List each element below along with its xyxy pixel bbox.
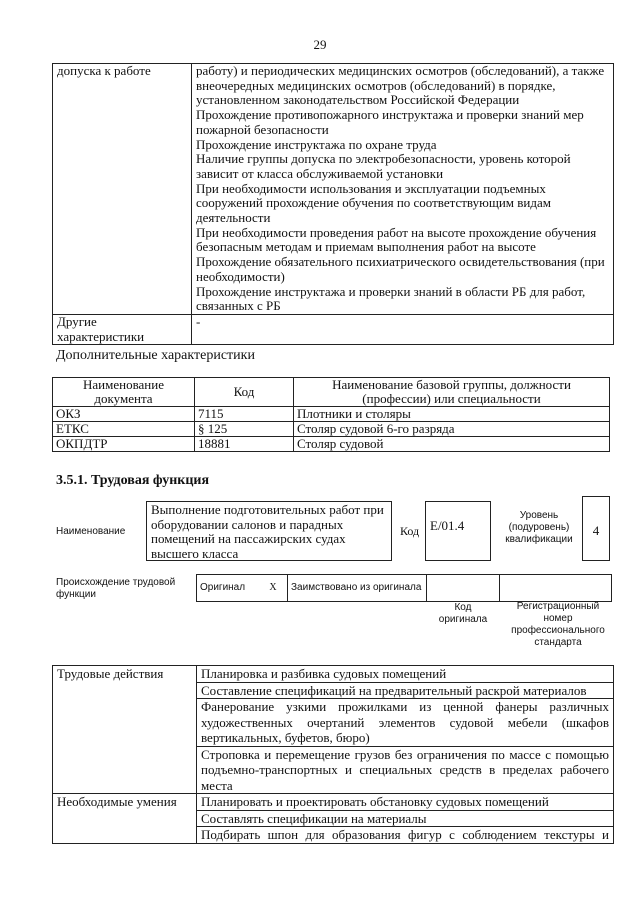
table-cell: 7115 [195, 407, 294, 422]
requirements-table [52, 63, 614, 345]
level-box: 4 [582, 496, 610, 561]
name-label: Наименование [56, 526, 126, 537]
table-cell: Столяр судовой 6-го разряда [294, 422, 610, 437]
table-row [53, 666, 614, 683]
function-code-box: E/01.4 [425, 501, 491, 561]
table-header-row [53, 378, 610, 407]
table-cell: Столяр судовой [294, 437, 610, 452]
table-cell: ОКЗ [53, 407, 195, 422]
row-value [192, 64, 614, 315]
table-row [53, 437, 610, 452]
additional-heading: Дополнительные характеристики [56, 348, 255, 363]
skill-item: Составлять спецификации на материалы [197, 810, 614, 827]
skill-item: Подбирать шпон для образования фигур с соблюдением текстуры и [197, 827, 614, 844]
table-cell: ЕТКС [53, 422, 195, 437]
requirement-item: работу) и периодических медицинских осмотров (обследований), а также внеочередных медицинских осмотров (обследований) в порядке, установленном законодательством Российской Федерации [196, 63, 605, 108]
labor-table [52, 665, 614, 844]
code-label: Код [400, 524, 420, 538]
reg-number-cell [500, 575, 612, 602]
requirement-item: Прохождение инструктажа по охране труда [196, 136, 437, 152]
table-row [197, 575, 612, 602]
requirement-item: Прохождение инструктажа и проверки знаний в области РБ для работ, связанных с РБ [196, 283, 586, 314]
requirement-item: При необходимости проведения работ на высоте прохождение обучения безопасным методам и приемам выполнения работ на высоте [196, 224, 597, 255]
code-original-label: Код оригинала [438, 602, 488, 625]
origin-label: Происхождение трудовой функции [56, 577, 176, 600]
requirement-item: Наличие группы допуска по электробезопасности, уровень которой зависит от класса обслуживаемой установки [196, 151, 571, 181]
origin-table [196, 574, 612, 602]
table-row [53, 64, 614, 315]
function-name-box: Выполнение подготовительных работ при оборудовании салонов и парадных помещений на пассажирских судах высшего класса [146, 501, 392, 561]
actions-label: Трудовые действия [53, 666, 197, 794]
page-number: 29 [313, 37, 327, 52]
table-cell: Плотники и столяры [294, 407, 610, 422]
table-cell: § 125 [195, 422, 294, 437]
reg-number-label: Регистрационный номер профессионального стандарта [511, 601, 605, 648]
requirement-item: При необходимости использования и эксплуатации подъемных сооружений прохождение обучения по соответствующим видам деятельности [196, 180, 551, 226]
action-item: Планировка и разбивка судовых помещений [197, 666, 614, 683]
requirement-item: Прохождение противопожарного инструктажа и проверки знаний мер пожарной безопасности [196, 107, 584, 137]
table-cell: 18881 [195, 437, 294, 452]
requirement-item: Прохождение обязательного психиатрического освидетельствования (при необходимости) [196, 254, 605, 284]
code-original-cell [427, 575, 500, 602]
header-cell: Наименование документа [53, 378, 195, 407]
action-item: Фанерование узкими прожилками из ценной фанеры различных художественных очертаний элементов судовой мебели (шкафов вертикальных, буфетов, бюро) [197, 699, 614, 747]
row-label: допуска к работе [53, 64, 192, 315]
original-label: Оригинал [197, 575, 260, 602]
header-cell: Код [195, 378, 294, 407]
table-cell: ОКПДТР [53, 437, 195, 452]
header-cell: Наименование базовой группы, должности (профессии) или специальности [294, 378, 610, 407]
level-label: Уровень (подуровень) квалификации [505, 510, 573, 545]
row-value: - [192, 314, 614, 344]
skills-label: Необходимые умения [53, 794, 197, 844]
table-row [53, 794, 614, 811]
table-row [53, 422, 610, 437]
borrowed-label: Заимствовано из оригинала [288, 575, 427, 602]
row-label: Другие характеристики [53, 314, 192, 344]
original-mark: X [259, 575, 288, 602]
skill-item: Планировать и проектировать обстановку судовых помещений [197, 794, 614, 811]
table-row [53, 407, 610, 422]
action-item: Составление спецификаций на предварительный раскрой материалов [197, 682, 614, 699]
table-row [53, 314, 614, 344]
additional-table [52, 377, 610, 452]
section-title: 3.5.1. Трудовая функция [56, 473, 210, 488]
action-item: Строповка и перемещение грузов без ограничения по массе с помощью подъемно-транспортных и специальных средств в пределах рабочего места [197, 746, 614, 794]
